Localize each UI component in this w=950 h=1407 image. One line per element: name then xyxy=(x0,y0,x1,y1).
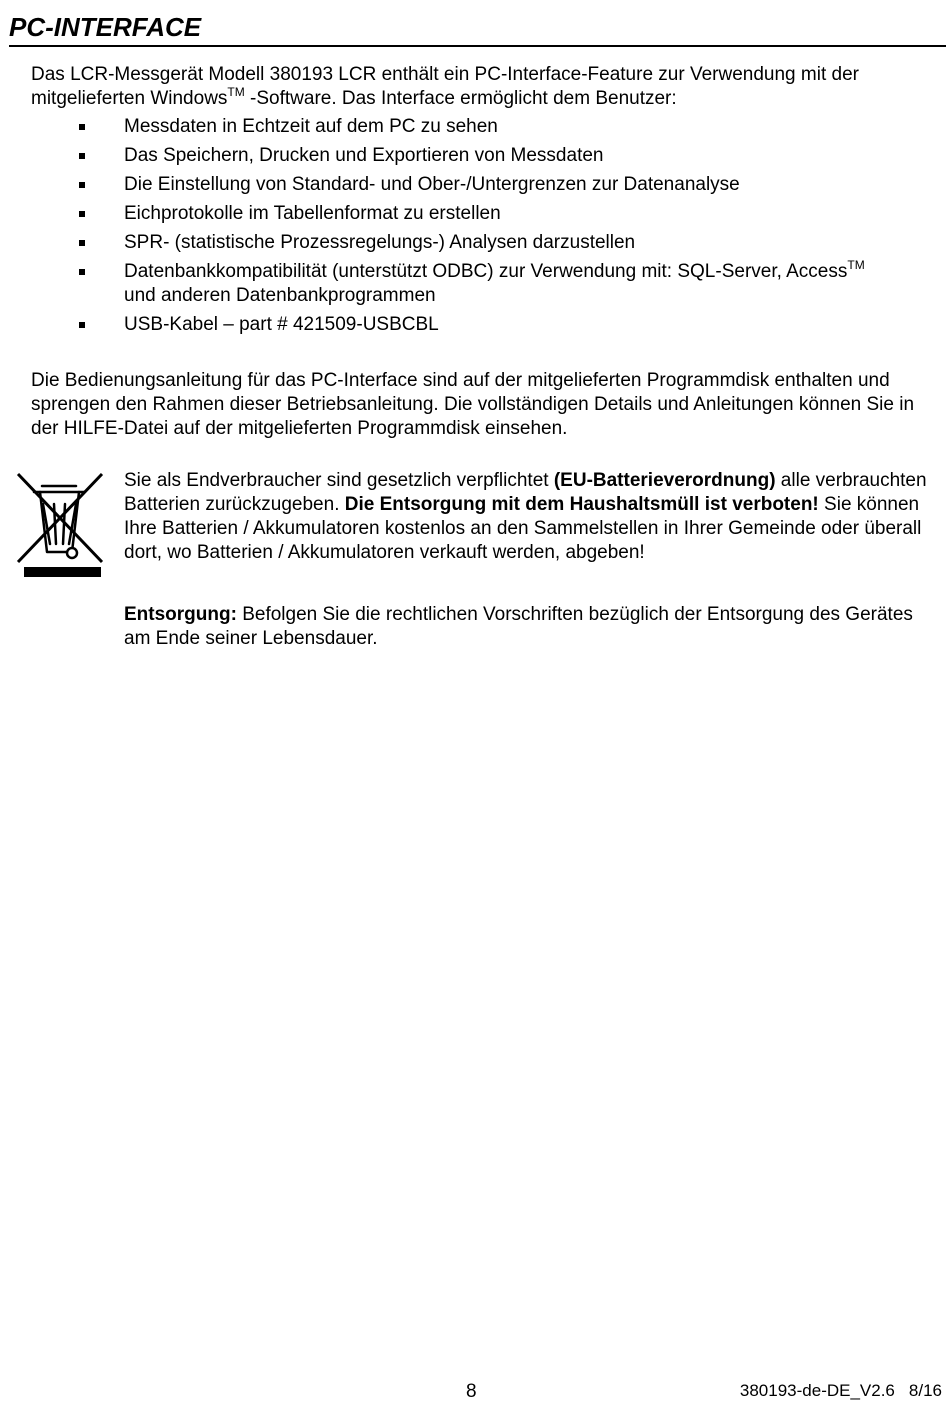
manual-note-paragraph: Die Bedienungsanleitung für das PC-Interface sind auf der mitgelieferten Programmdisk enthalten und sprengen den Rahmen dieser Betriebsanleitung. Die vollständigen Details und Anleitungen können Sie in der HILFE-Datei auf der mitgelieferten Programmdisk einsehen. xyxy=(31,370,915,439)
bullet-square-icon xyxy=(79,124,85,130)
list-item xyxy=(0,115,950,139)
disposal-label: Entsorgung: xyxy=(124,604,237,625)
document-id xyxy=(740,1379,942,1403)
bullet-square-icon xyxy=(79,322,85,328)
page-of-total: 8/16 xyxy=(908,1381,942,1400)
intro-text-part1: Das LCR-Messgerät Modell 380193 LCR enthält ein PC-Interface-Feature zur Verwendung mit der mitgelieferten Windows xyxy=(31,64,859,109)
page-number: 8 xyxy=(466,1381,477,1402)
list-item xyxy=(0,231,950,255)
list-item-text: Eichprotokolle im Tabellenformat zu erstellen xyxy=(124,203,501,224)
bullet-square-icon xyxy=(79,240,85,246)
intro-text-part2: -Software. Das Interface ermöglicht dem Benutzer: xyxy=(244,88,677,109)
list-item-text: Messdaten in Echtzeit auf dem PC zu sehen xyxy=(124,116,498,137)
list-item xyxy=(0,313,950,337)
battery-text-3: Sie können Ihre Batterien / Akkumulatoren kostenlos an den Sammelstellen in Ihrer Gemeinde oder überall dort, wo Batterien / Akkumulatoren verkauft werden, abgeben! xyxy=(124,494,922,563)
list-item xyxy=(0,202,950,226)
list-item xyxy=(0,144,950,168)
battery-text-1: Sie als Endverbraucher sind gesetzlich verpflichtet xyxy=(124,470,554,491)
list-item-text: Das Speichern, Drucken und Exportieren von Messdaten xyxy=(124,145,604,166)
bullet-square-icon xyxy=(79,153,85,159)
bullet-square-icon xyxy=(79,269,85,275)
battery-text-2: alle verbrauchten Batterien zurückzugeben. xyxy=(124,470,927,515)
trademark-symbol: TM xyxy=(847,258,865,272)
battery-regulation-bold: (EU-Batterieverordnung) xyxy=(553,470,776,491)
section-heading: PC-INTERFACE xyxy=(9,10,946,47)
intro-paragraph xyxy=(31,63,931,111)
list-item-text: Die Einstellung von Standard- und Ober-/Untergrenzen zur Datenanalyse xyxy=(124,174,740,195)
list-item-text: SPR- (statistische Prozessregelungs-) Analysen darzustellen xyxy=(124,232,636,253)
device-disposal-notice xyxy=(124,603,939,651)
bullet-square-icon xyxy=(79,182,85,188)
list-item-text: USB-Kabel – part # 421509-USBCBL xyxy=(124,314,439,335)
bullet-square-icon xyxy=(79,211,85,217)
crossed-out-wheelie-bin-icon xyxy=(14,470,106,580)
trademark-symbol: TM xyxy=(227,85,245,99)
document-code: 380193-de-DE_V2.6 xyxy=(739,1381,895,1400)
list-item xyxy=(0,173,950,197)
battery-prohibition-bold: Die Entsorgung mit dem Haushaltsmüll ist verboten! xyxy=(344,494,819,515)
list-item xyxy=(0,260,950,308)
battery-disposal-notice xyxy=(124,469,939,565)
list-item-continuation: und anderen Datenbankprogrammen xyxy=(124,285,436,306)
disposal-text: Befolgen Sie die rechtlichen Vorschriften bezüglich der Entsorgung des Gerätes am Ende seiner Lebensdauer. xyxy=(124,604,913,649)
feature-list xyxy=(0,115,950,342)
list-item-text: Datenbankkompatibilität (unterstützt ODBC) zur Verwendung mit: SQL-Server, Access xyxy=(124,261,848,282)
